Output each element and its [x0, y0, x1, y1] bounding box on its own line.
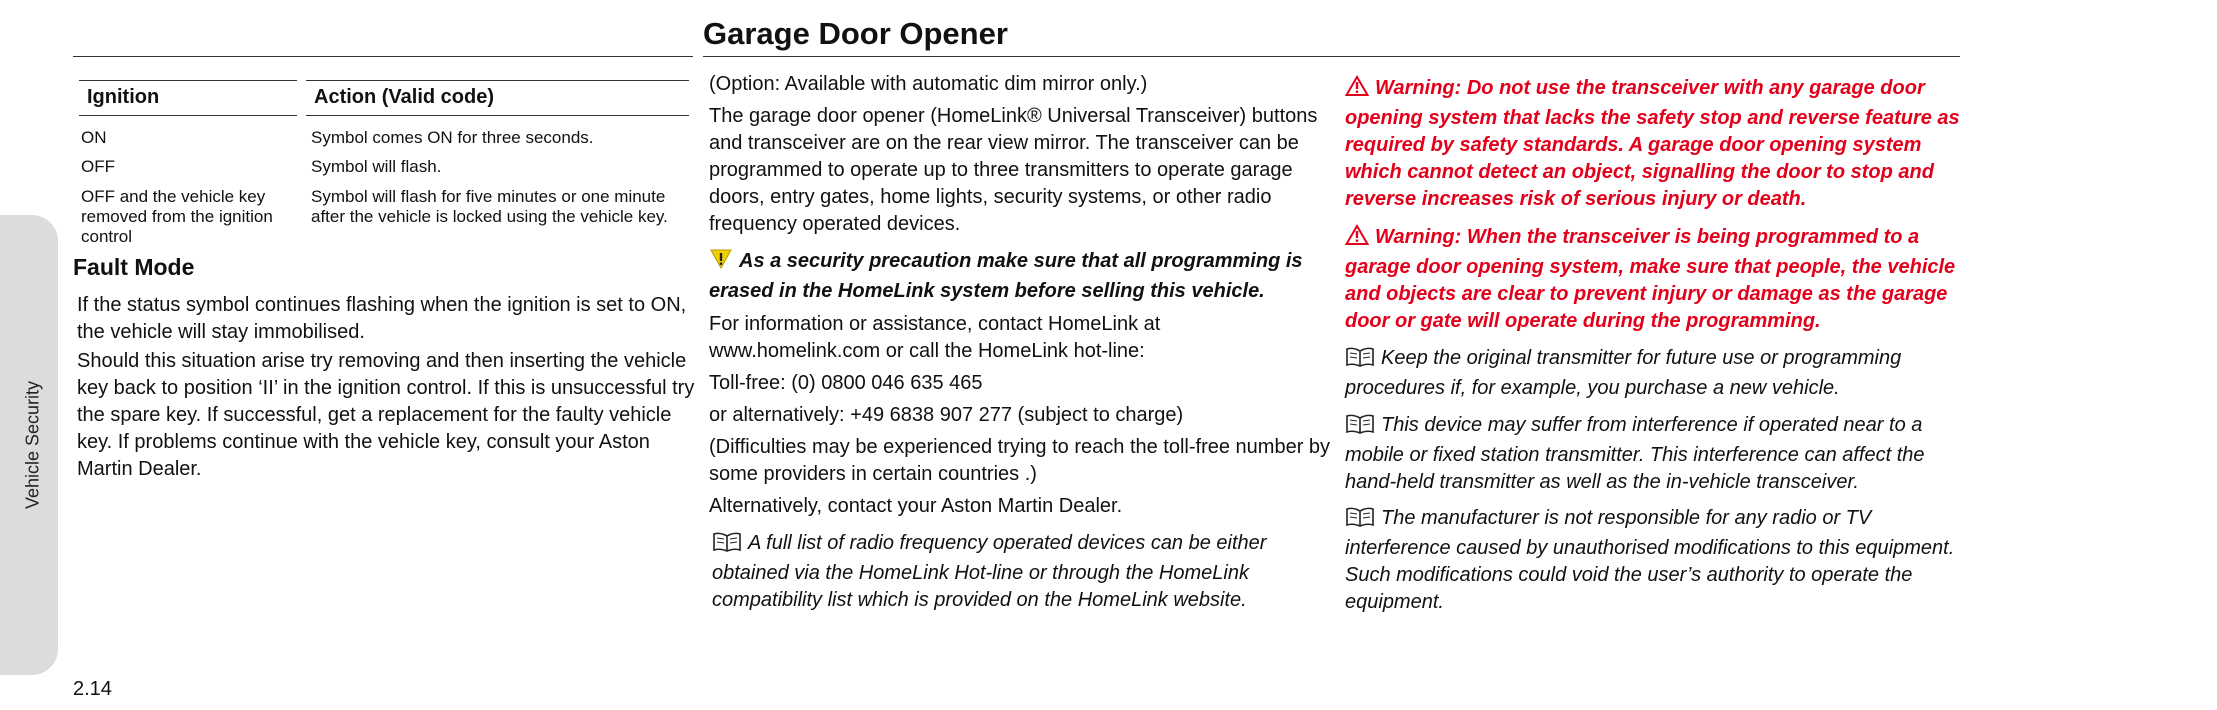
option-note: (Option: Available with automatic dim mirror only.)	[709, 73, 1148, 95]
side-tab-label: Vehicle Security	[22, 380, 43, 510]
difficulties-note: (Difficulties may be experienced trying to reach the toll-free number by some providers in certain countries .)	[709, 436, 1331, 485]
warning-triangle-icon	[1345, 224, 1369, 254]
warning-programming	[1345, 224, 1975, 335]
page-number: 2.14	[73, 678, 112, 700]
book-icon	[712, 532, 742, 560]
fault-mode-paragraph: If the status symbol continues flashing when the ignition is set to ON, the vehicle will stay immobilised.	[77, 294, 687, 343]
page-title: Garage Door Opener	[703, 16, 1008, 51]
table-cell-action: Symbol will flash for five minutes or one minute after the vehicle is locked using the vehicle key.	[311, 187, 668, 226]
manufacturer-note-text: The manufacturer is not responsible for any radio or TV interference caused by unauthorised modifications to this equipment. Such modifications could void the user’s authority to operate the equipment.	[1345, 507, 1955, 613]
interference-note-text: This device may suffer from interference if operated near to a mobile or fixed station transmitter. This interference can affect the hand-held transmitter as well as the in-vehicle transceiver.	[1345, 414, 1925, 493]
table-cell-action: Symbol will flash.	[311, 157, 442, 176]
book-icon	[1345, 414, 1375, 442]
warning-programming-text: Warning: When the transceiver is being programmed to a garage door opening system, make sure that people, the vehicle and objects are clear to prevent injury or damage as the garage door or gate will operate during the programming.	[1345, 226, 1956, 332]
warning-safety-stop-text: Warning: Do not use the transceiver with any garage door opening system that lacks the safety stop and reverse feature as required by safety standards. A garage door opening system which cannot detect an object, signalling the door to stop and reverse increases risk of serious injury or death.	[1345, 77, 1960, 210]
devices-note	[712, 530, 1337, 614]
column-rule	[73, 56, 693, 57]
book-icon	[1345, 347, 1375, 375]
alternative-number: or alternatively: +49 6838 907 277 (subject to charge)	[709, 404, 1184, 426]
security-caution	[709, 248, 1334, 305]
table-cell-ignition: OFF and the vehicle key removed from the ignition control	[81, 187, 273, 246]
manufacturer-note	[1345, 505, 1975, 616]
table-header-action	[306, 80, 689, 116]
tollfree-number: Toll-free: (0) 0800 046 635 465	[709, 372, 983, 394]
security-caution-text: As a security precaution make sure that all programming is erased in the HomeLink system before selling this vehicle.	[709, 250, 1303, 302]
transmitter-note	[1345, 345, 1975, 402]
book-icon	[1345, 507, 1375, 535]
caution-exclamation-icon	[709, 248, 733, 278]
table-cell-ignition: ON	[81, 128, 107, 147]
fault-mode-paragraph: Should this situation arise try removing and then inserting the vehicle key back to position ‘II’ in the ignition control. If this is unsuccessful try the spare key. If successful, get a replacement for the faulty vehicle key. If problems continue with the vehicle key, consult your Aston Martin Dealer.	[77, 350, 695, 480]
title-rule	[703, 56, 1960, 57]
intro-paragraph: The garage door opener (HomeLink® Universal Transceiver) buttons and transceiver are on the rear view mirror. The transceiver can be programmed to operate up to three transmitters to operate garage doors, entry gates, home lights, security systems, or other radio frequency operated devices.	[709, 105, 1318, 235]
info-paragraph: For information or assistance, contact HomeLink at www.homelink.com or call the HomeLink hot-line:	[709, 313, 1161, 362]
transmitter-note-text: Keep the original transmitter for future use or programming procedures if, for example, you purchase a new vehicle.	[1345, 347, 1902, 399]
table-header-action-label: Action (Valid code)	[314, 86, 495, 108]
fault-mode-heading: Fault Mode	[73, 254, 195, 280]
table-header-ignition	[79, 80, 297, 116]
interference-note	[1345, 412, 1975, 496]
warning-safety-stop	[1345, 75, 1975, 213]
table-cell-ignition: OFF	[81, 157, 115, 176]
table-header-ignition-label: Ignition	[87, 86, 160, 108]
devices-note-text: A full list of radio frequency operated devices can be either obtained via the HomeLink Hot-line or through the HomeLink compatibility list which is provided on the HomeLink website.	[712, 532, 1267, 611]
warning-triangle-icon	[1345, 75, 1369, 105]
dealer-note: Alternatively, contact your Aston Martin Dealer.	[709, 495, 1123, 517]
table-cell-action: Symbol comes ON for three seconds.	[311, 128, 594, 147]
